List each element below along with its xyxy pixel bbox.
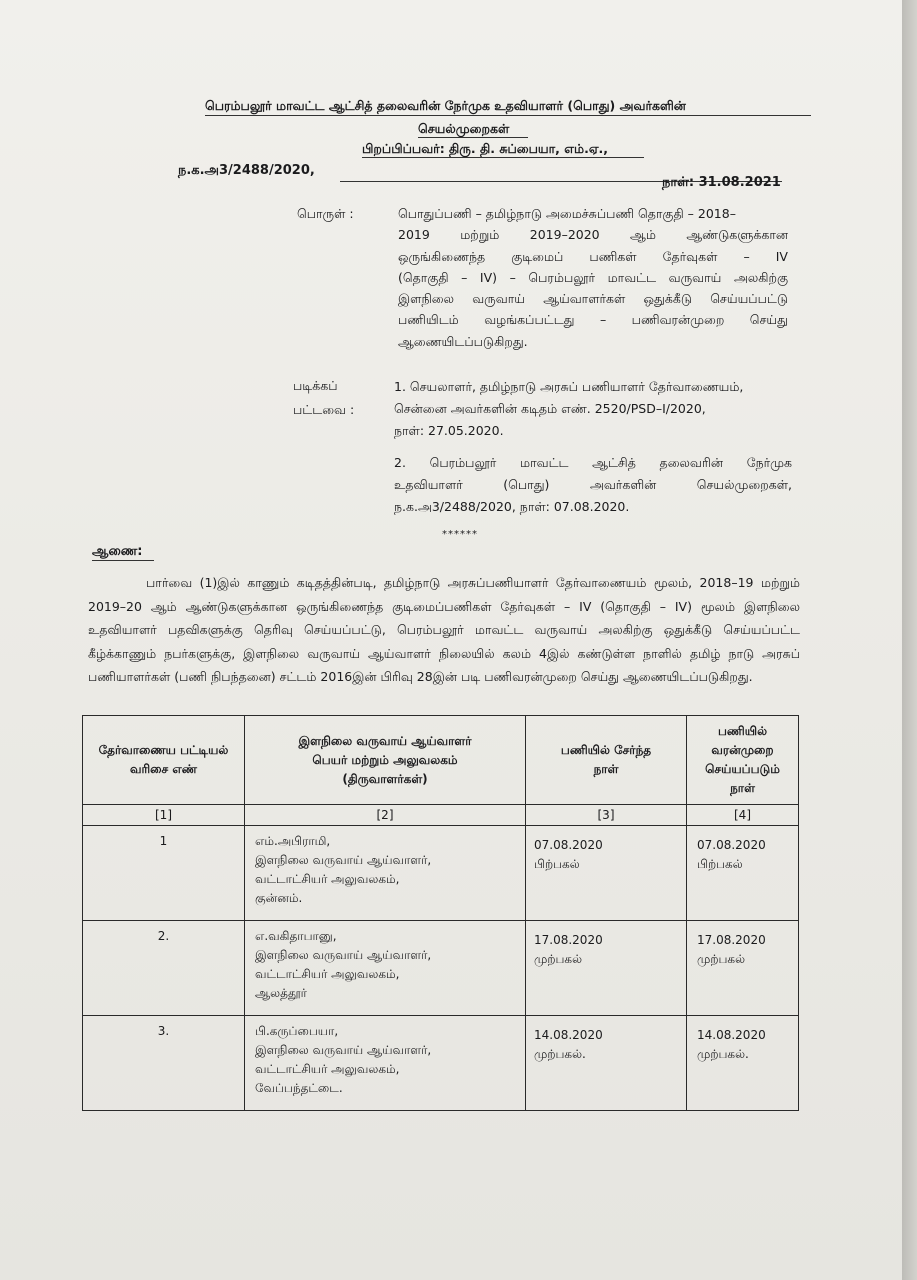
name-office-cell — [245, 826, 526, 921]
page-edge-shadow — [902, 0, 917, 1280]
order-heading: ஆணை: — [92, 544, 143, 559]
column-number: [3] — [526, 805, 687, 826]
reference-number: ந.க.அ3/2488/2020, — [178, 163, 315, 178]
join-session: பிற்பகல் — [534, 857, 580, 871]
office-place: வேப்பந்தட்டை. — [255, 1081, 343, 1095]
subject-line: இளநிலை வருவாய் ஆய்வாளர்கள் ஒதுக்கீடு செய்யப்பட்டு — [398, 291, 788, 307]
join-date-cell — [526, 826, 687, 921]
regularise-date: 17.08.2020 — [697, 933, 766, 947]
references-label-1: படிக்கப் — [293, 378, 338, 393]
regularise-date-cell — [687, 1016, 799, 1111]
join-date-cell — [526, 1016, 687, 1111]
office-place: குன்னம். — [255, 891, 303, 905]
subject-line: பொதுப்பணி – தமிழ்நாடு அமைச்சுப்பணி தொகுதி – 2018– — [398, 206, 736, 221]
subject-text — [398, 203, 788, 352]
designation: இளநிலை வருவாய் ஆய்வாளர், — [255, 948, 432, 962]
regularise-date: 14.08.2020 — [697, 1028, 766, 1042]
header-underline-3 — [362, 157, 644, 158]
header-line-2: செயல்முறைகள் — [418, 121, 510, 136]
column-number: [2] — [245, 805, 526, 826]
office: வட்டாட்சியர் அலுவலகம், — [255, 967, 400, 981]
subject-line: ஒருங்கிணைந்த குடிமைப் பணிகள் தேர்வுகள் – IV — [398, 248, 788, 264]
order-paragraph: பார்வை (1)இல் காணும் கடிதத்தின்படி, தமிழ்நாடு அரசுப்பணியாளர் தேர்வாணையம் மூலம், 2018–19 மற்றும் 2019–20 ஆம் ஆண்டுகளுக்கான ஒருங்கிணைந்த குடிமைப்பணிகள் தேர்வுகள் – IV (தொகுதி – IV) மூலம் இளநிலை உதவியாளர் பதவிகளுக்கு தெரிவு செய்யப்பட்டு, பெரம்பலூர் மாவட்ட வருவாய் அலகிற்கு ஒதுக்கீடு செய்யப்பட்ட கீழ்க்காணும் நபர்களுக்கு, இளநிலை வருவாய் ஆய்வாளர் நிலையில் கலம் 4இல் கண்டுள்ள நாளில் தமிழ் நாடு அரசுப் பணியாளர்கள் (பணி நிபந்தனை) சட்டம் 2016இன் பிரிவு 28இன் படி பணிவரன்முறை செய்து ஆணையிடப்படுகிறது. — [88, 575, 800, 684]
appointment-table — [82, 715, 799, 1111]
reference-line: உதவியாளர் (பொது) அவர்களின் செயல்முறைகள், — [394, 477, 792, 492]
order-heading-underline — [92, 560, 154, 561]
reference-line: 1. செயலாளர், தமிழ்நாடு அரசுப் பணியாளர் தேர்வாணையம், — [394, 379, 744, 394]
join-session: முற்பகல். — [534, 1047, 586, 1061]
join-date: 07.08.2020 — [534, 838, 603, 852]
header-underline-2 — [418, 137, 528, 138]
column-number-row — [83, 805, 799, 826]
subject-line: ஆணையிடப்படுகிறது. — [398, 333, 528, 349]
join-date-cell — [526, 921, 687, 1016]
table-row — [83, 921, 799, 1016]
reference-line: நாள்: 27.05.2020. — [394, 423, 504, 438]
reference-2 — [394, 452, 792, 518]
regularise-date: 07.08.2020 — [697, 838, 766, 852]
table-header-row — [83, 716, 799, 805]
name-office-cell — [245, 921, 526, 1016]
designation: இளநிலை வருவாய் ஆய்வாளர், — [255, 1043, 432, 1057]
column-number: [4] — [687, 805, 799, 826]
header-underline-1 — [205, 115, 811, 116]
reference-line: சென்னை அவர்களின் கடிதம் எண். 2520/PSD–I/2020, — [394, 401, 706, 416]
reference-line: ந.க.அ3/2488/2020, நாள்: 07.08.2020. — [394, 499, 630, 514]
serial-number: 3. — [83, 1016, 245, 1111]
serial-number: 1 — [83, 826, 245, 921]
regularise-session: பிற்பகல் — [697, 857, 743, 871]
column-number: [1] — [83, 805, 245, 826]
join-date: 17.08.2020 — [534, 933, 603, 947]
employee-name: பி.கருப்பையா, — [255, 1024, 339, 1038]
subject-line: (தொகுதி – IV) – பெரம்பலூர் மாவட்ட வருவாய் அலகிற்கு — [398, 269, 788, 285]
employee-name: எம்.அபிராமி, — [255, 834, 331, 848]
regularise-session: முற்பகல் — [697, 952, 746, 966]
header-line-1: பெரம்பலூர் மாவட்ட ஆட்சித் தலைவரின் நேர்முக உதவியாளர் (பொது) அவர்களின் — [205, 98, 686, 113]
table-row — [83, 1016, 799, 1111]
table-row — [83, 826, 799, 921]
references-label-2: பட்டவை : — [293, 402, 355, 417]
subject-line: பணியிடம் வழங்கப்பட்டது – பணிவரன்முறை செய்து — [398, 312, 788, 328]
header-serial: தேர்வாணைய பட்டியல் வரிசை எண் — [83, 716, 245, 805]
join-session: முற்பகல் — [534, 952, 583, 966]
reference-line: 2. பெரம்பலூர் மாவட்ட ஆட்சித் தலைவரின் நேர்முக — [394, 455, 792, 470]
office: வட்டாட்சியர் அலுவலகம், — [255, 872, 400, 886]
regularise-session: முற்பகல். — [697, 1047, 749, 1061]
subject-line: 2019 மற்றும் 2019–2020 ஆம் ஆண்டுகளுக்கான — [398, 227, 788, 243]
reference-1 — [394, 376, 792, 442]
name-office-cell — [245, 1016, 526, 1111]
subject-label: பொருள் : — [297, 206, 354, 221]
regularise-date-cell — [687, 921, 799, 1016]
regularise-date-cell — [687, 826, 799, 921]
office: வட்டாட்சியர் அலுவலகம், — [255, 1062, 400, 1076]
office-place: ஆலத்தூர் — [255, 986, 307, 1000]
serial-number: 2. — [83, 921, 245, 1016]
header-join-date: பணியில் சேர்ந்த நாள் — [526, 716, 687, 805]
employee-name: எ.வகிதாபானு, — [255, 929, 337, 943]
header-name-office: இளநிலை வருவாய் ஆய்வாளர் பெயர் மற்றும் அலுவலகம் (திருவாளர்கள்) — [245, 716, 526, 805]
designation: இளநிலை வருவாய் ஆய்வாளர், — [255, 853, 432, 867]
separator-stars: ****** — [442, 529, 478, 540]
issuer-line: பிறப்பிப்பவர்: திரு. தி. சுப்பையா, எம்.ஏ., — [362, 141, 609, 156]
join-date: 14.08.2020 — [534, 1028, 603, 1042]
header-regularise-date: பணியில் வரன்முறை செய்யப்படும் நாள் — [687, 716, 799, 805]
order-date: நாள்: 31.08.2021 — [662, 175, 781, 190]
